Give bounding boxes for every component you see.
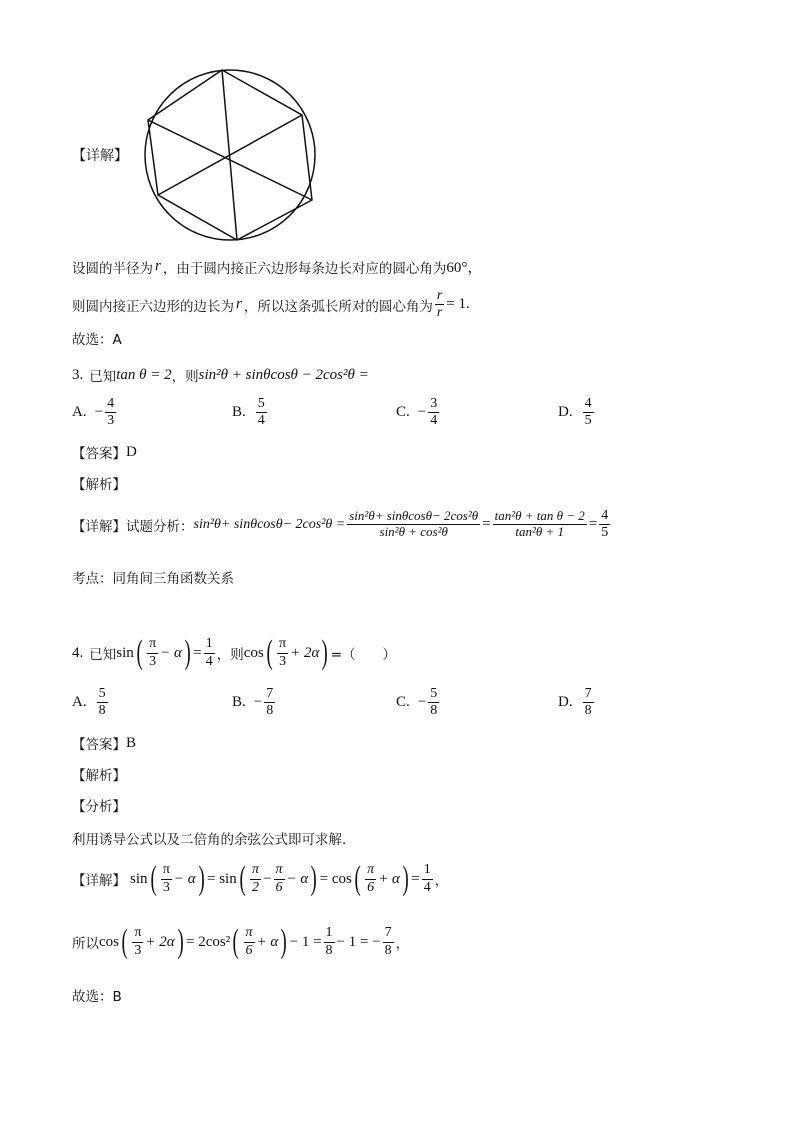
diagonal-3 (148, 120, 312, 200)
detail-frac-2: $\frac{\text{tan²θ + tan θ − 2}}{\text{tan²θ + 1}}$ (494, 508, 585, 540)
q4-detail-2: 所以 cos ( $\frac{\pi}{3}$ + 2α ) = 2cos² ( $\frac{\pi}{6}$ + α ) − 1 = $\frac{1}{8}$ − 1 = − $\frac{7}{8}$ ， (72, 923, 410, 960)
setup-line (72, 256, 482, 277)
q3-answer (72, 442, 137, 462)
q4-fenxi-text: 利用诱导公式以及二倍角的余弦公式即可求解. (72, 832, 347, 848)
q4-option-c[interactable]: C. − $\frac{5}{8}$ (396, 686, 438, 719)
q3-expression: sin²θ + sinθcosθ − 2cos²θ = (198, 366, 369, 383)
q3-options (72, 396, 692, 436)
detail-lhs: sin²θ+ sinθcosθ− 2cos²θ = (193, 516, 346, 532)
diagonal-2 (158, 115, 302, 195)
setup-var: r (155, 258, 161, 274)
then-eq: = 1. (446, 296, 470, 313)
q3-detail: 【详解】 试题分析： sin²θ+ sinθcosθ− 2cos²θ = $\frac{\text{sin²θ+ sinθcosθ− 2cos²θ}}{\text{sin²θ + cos²θ}}$ = $\frac{\text{tan²θ + tan θ − 2}}{\text{tan²θ + 1}}$ = $\frac{4}{5}$ (72, 508, 609, 541)
q4-option-a[interactable]: A. $\frac{5}{8}$ (72, 686, 106, 719)
q3-stem (72, 365, 369, 385)
q4-analysis-tag: 【解析】 (72, 768, 126, 784)
q3-option-b[interactable]: B. $\frac{5}{4}$ (232, 396, 265, 429)
hexagon-in-circle-figure (140, 68, 320, 248)
setup-angle: 60°， (446, 260, 483, 276)
then-text: 则圆内接正六边形的边长为 (72, 298, 234, 315)
q3-number: 3. (72, 366, 84, 383)
q4-fenxi-tag: 【分析】 (72, 799, 126, 815)
q3-kaodian: 考点：同角间三角函数关系 (72, 571, 234, 587)
then-line (72, 288, 470, 321)
q3-condition: tan θ = 2 (116, 366, 172, 383)
then-var: r (236, 296, 242, 313)
setup-text: 设圆的半径为 (72, 260, 153, 277)
detail-frac-3: $\frac{4}{5}$ (601, 508, 609, 541)
q4-option-d[interactable]: D. $\frac{7}{8}$ (558, 686, 592, 719)
q4-answer: 【答案】 B (72, 734, 137, 753)
q3-then: ，则 (171, 369, 199, 385)
detail-tag-q2: 【详解】 (72, 148, 128, 164)
detail-text: 试题分析： (126, 518, 194, 535)
q3-option-c[interactable]: C. − $\frac{3}{4}$ (396, 396, 438, 429)
then-text-2: ，所以这条弧长所对的圆心角为 (243, 298, 433, 315)
q4-options (72, 686, 692, 726)
detail-frac-1: $\frac{\text{sin²θ+ sinθcosθ− 2cos²θ}}{\text{sin²θ + cos²θ}}$ (349, 508, 479, 540)
answer-value: D (126, 443, 137, 460)
q3-option-a[interactable]: A. − $\frac{4}{3}$ (72, 396, 115, 429)
detail-tag: 【详解】 (72, 518, 126, 535)
q4-option-b[interactable]: B. − $\frac{7}{8}$ (232, 686, 274, 719)
answer-q2: 故选：A (72, 332, 122, 348)
q3-option-d[interactable]: D. $\frac{4}{5}$ (558, 396, 592, 429)
answer-tag: 【答案】 (72, 446, 126, 462)
q3-analysis-tag: 【解析】 (72, 477, 126, 493)
q4-detail-1: 【详解】 sin ( $\frac{\pi}{3}$ − α ) = sin ( $\frac{\pi}{2}$ − $\frac{\pi}{6}$ − α ) = cos ( $\frac{\pi}{6}$ + α ) = $\frac{1}{4}$ ， (72, 860, 449, 897)
q3-known: 已知 (89, 369, 117, 385)
q4-stem: 4. 已知 sin ( $\frac{\pi}{3}$ − α ) = $\frac{1}{4}$ ，则 cos ( $\frac{\pi}{3}$ + 2α ) =（ ） (72, 634, 397, 671)
fraction-r-over-r: $\frac{r}{r}$ (436, 288, 443, 321)
q4-final-answer: 故选：B (72, 989, 122, 1005)
setup-text-2: ，由于圆内接正六边形每条边长对应的圆心角为 (162, 260, 447, 277)
